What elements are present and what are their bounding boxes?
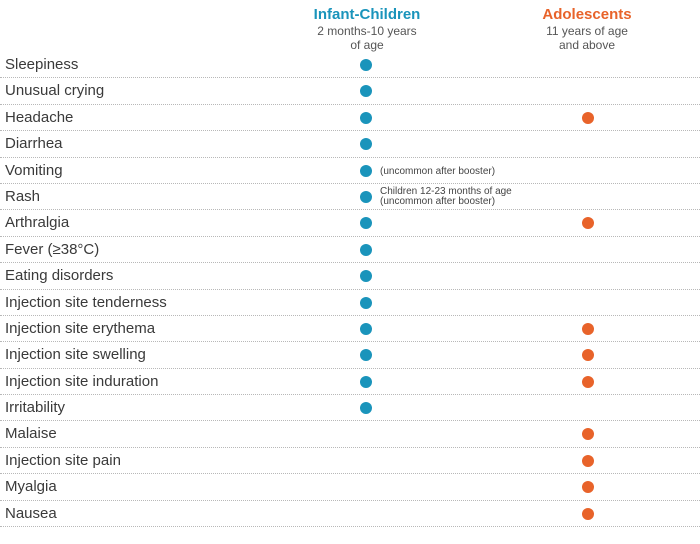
symptom-label: Vomiting bbox=[5, 161, 63, 179]
table-row bbox=[0, 237, 700, 263]
table-row bbox=[0, 448, 700, 474]
infant-children-age-line1: 2 months-10 years bbox=[317, 24, 417, 38]
table-row bbox=[0, 369, 700, 395]
row-note: (uncommon after booster) bbox=[380, 165, 496, 177]
infant-children-dot bbox=[360, 217, 372, 229]
symptom-label: Unusual crying bbox=[5, 82, 105, 100]
table-row bbox=[0, 290, 700, 316]
symptom-label: Sleepiness bbox=[5, 56, 79, 73]
table-row bbox=[0, 395, 700, 421]
adolescents-age-line2: and above bbox=[558, 38, 616, 52]
table-row bbox=[0, 52, 700, 78]
table-row bbox=[0, 474, 700, 500]
symptom-label: Injection site erythema bbox=[5, 319, 156, 337]
adolescents-age-line1: 11 years of age bbox=[546, 24, 628, 38]
infant-children-dot bbox=[360, 323, 372, 335]
symptom-label: Fever (≥38°C) bbox=[5, 240, 100, 258]
symptom-label: Headache bbox=[5, 108, 74, 126]
table-row bbox=[0, 158, 700, 184]
symptom-label: Nausea bbox=[5, 504, 57, 522]
adolescents-header bbox=[517, 6, 657, 52]
infant-children-dot bbox=[360, 138, 372, 150]
infant-children-dot bbox=[360, 376, 372, 388]
infant-children-dot bbox=[360, 112, 372, 124]
table-row bbox=[0, 501, 700, 527]
symptom-label: Malaise bbox=[5, 425, 57, 443]
symptom-label: Diarrhea bbox=[5, 135, 63, 153]
table-row bbox=[0, 263, 700, 289]
table-row bbox=[0, 78, 700, 104]
table-row bbox=[0, 210, 700, 236]
symptom-label: Arthralgia bbox=[5, 214, 70, 232]
symptom-label: Injection site pain bbox=[5, 451, 121, 469]
infant-children-dot bbox=[360, 191, 372, 203]
symptom-label: Eating disorders bbox=[5, 267, 114, 285]
infant-children-dot bbox=[360, 297, 372, 309]
infant-children-title: Infant-Children bbox=[313, 6, 421, 23]
adolescents-dot bbox=[582, 508, 594, 520]
table-row bbox=[0, 421, 700, 447]
adolescents-dot bbox=[582, 428, 594, 440]
infant-children-dot bbox=[360, 270, 372, 282]
infant-children-header bbox=[300, 6, 434, 52]
table-row bbox=[0, 131, 700, 157]
adolescents-dot bbox=[582, 217, 594, 229]
table-row bbox=[0, 316, 700, 342]
row-note: (uncommon after booster) bbox=[380, 195, 496, 207]
infant-children-dot bbox=[360, 244, 372, 256]
infant-children-dot bbox=[360, 165, 372, 177]
infant-children-dot bbox=[360, 349, 372, 361]
adolescents-dot bbox=[582, 349, 594, 361]
symptom-label: Injection site tenderness bbox=[5, 293, 167, 311]
symptom-label: Injection site swelling bbox=[5, 346, 146, 364]
symptom-label: Rash bbox=[5, 187, 41, 205]
table-row bbox=[0, 342, 700, 368]
adolescents-dot bbox=[582, 481, 594, 493]
adolescents-dot bbox=[582, 455, 594, 467]
infant-children-dot bbox=[360, 402, 372, 414]
table-row bbox=[0, 184, 700, 210]
symptom-label: Irritability bbox=[5, 399, 66, 417]
row-note: Children 12-23 months of age bbox=[380, 185, 512, 197]
adolescents-dot bbox=[582, 323, 594, 335]
infant-children-dot bbox=[360, 85, 372, 97]
symptom-label: Injection site induration bbox=[5, 372, 159, 390]
symptom-label: Myalgia bbox=[5, 478, 57, 496]
adolescents-title: Adolescents bbox=[542, 6, 632, 23]
infant-children-dot bbox=[360, 59, 372, 71]
adolescents-dot bbox=[582, 112, 594, 124]
infant-children-age-line2: of age bbox=[350, 38, 384, 52]
adolescents-dot bbox=[582, 376, 594, 388]
adverse-events-table bbox=[0, 52, 700, 527]
table-row bbox=[0, 105, 700, 131]
